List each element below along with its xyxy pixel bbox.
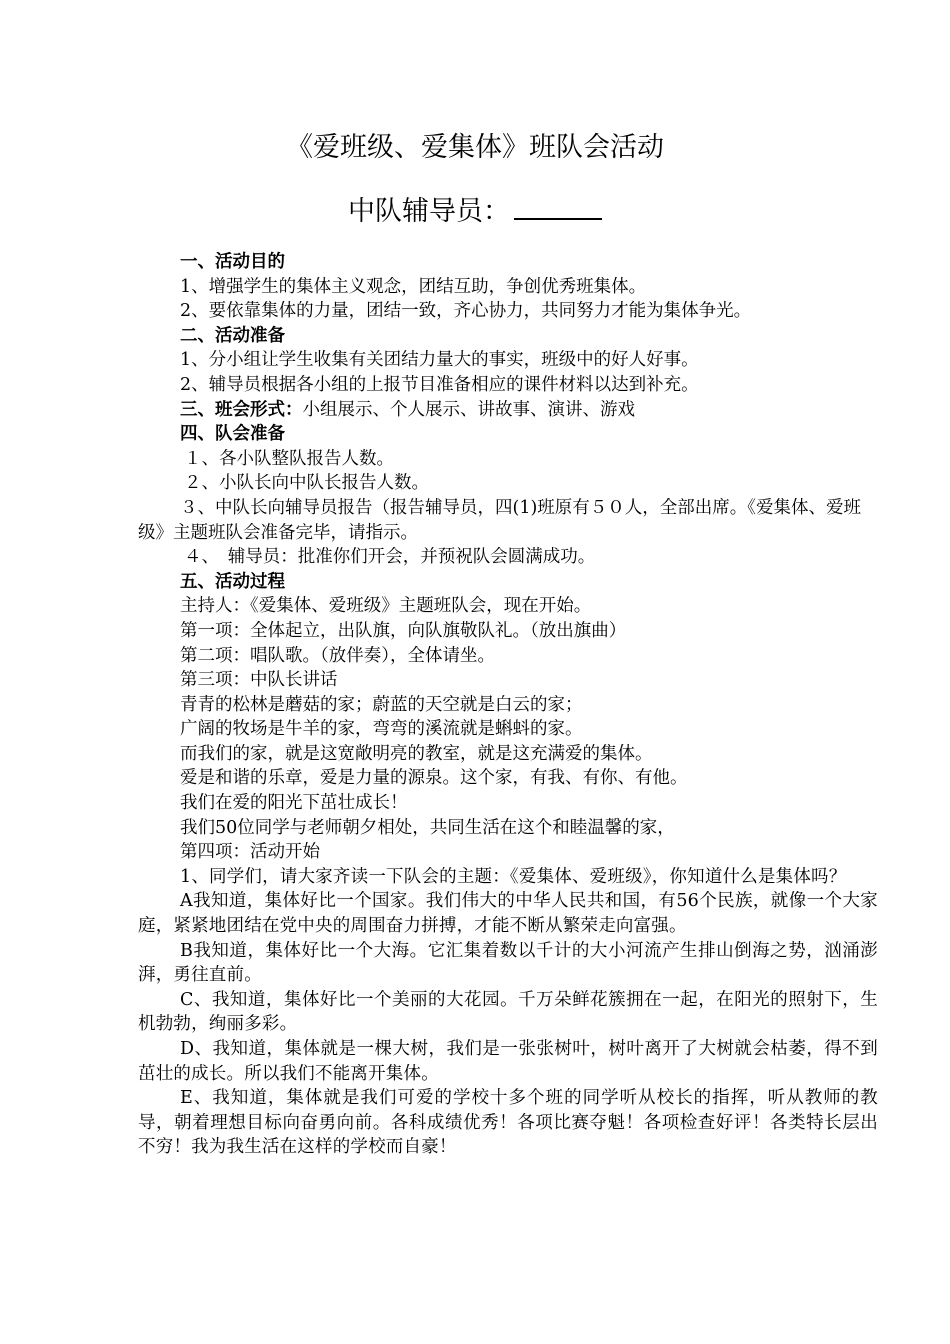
process-paragraph-b: B我知道，集体好比一个大海。它汇集着数以千计的大小河流产生排山倒海之势，汹涌澎湃，勇往直前。: [138, 940, 878, 986]
section-heading-goal: 一、活动目的: [180, 252, 285, 272]
process-paragraph-e: E、我知道，集体就是我们可爱的学校十多个班的同学听从校长的指挥，听从教师的教导，朝着理想目标向奋勇向前。各科成绩优秀！各项比赛夺魁！各项检查好评！各类特长层出不穷！我为我生活在这样的学校而自豪！: [138, 1088, 878, 1158]
team-prep-item-2: ２、小队长向中队长报告人数。: [184, 473, 429, 494]
counselor-blank: [514, 190, 602, 220]
process-line-1: 主持人：《爱集体、爱班级》主题班队会，现在开始。: [180, 596, 592, 617]
document-title: 《爱班级、爱集体》班队会活动: [286, 132, 664, 163]
counselor-label: 中队辅导员：: [348, 196, 510, 227]
process-line-5: 青青的松林是蘑菇的家；蔚蓝的天空就是白云的家；: [180, 694, 583, 715]
process-line-3: 第二项：唱队歌。（放伴奏），全体请坐。: [180, 645, 495, 666]
process-line-7: 而我们的家，就是这宽敞明亮的教室，就是这充满爱的集体。: [180, 743, 653, 764]
team-prep-item-1: １、各小队整队报告人数。: [184, 448, 394, 469]
prep-item-2: 2、辅导员根据各小组的上报节目准备相应的课件材料以达到补充。: [180, 374, 699, 395]
process-paragraph-d: D、我知道，集体就是一棵大树，我们是一张张树叶，树叶离开了大树就会枯萎，得不到茁壮的成长。所以我们不能离开集体。: [138, 1039, 878, 1084]
goal-item-2: 2、要依靠集体的力量，团结一致，齐心协力，共同努力才能为集体争光。: [180, 301, 752, 322]
goal-item-1: 1、增强学生的集体主义观念，团结互助，争创优秀班集体。: [180, 276, 647, 297]
process-line-2: 第一项：全体起立，出队旗，向队旗敬队礼。（放出旗曲）: [180, 620, 627, 641]
counselor-line: [0, 190, 950, 234]
process-line-11: 第四项：活动开始: [180, 842, 320, 863]
prep-item-1: 1、分小组让学生收集有关团结力量大的事实，班级中的好人好事。: [180, 350, 699, 371]
process-line-9: 我们在爱的阳光下茁壮成长！: [180, 793, 408, 814]
section-heading-prep: 二、活动准备: [180, 325, 285, 346]
document-body: [138, 250, 878, 1160]
form-line: [138, 398, 878, 423]
process-paragraph-c: C、我知道，集体好比一个美丽的大花园。千万朵鲜花簇拥在一起，在阳光的照射下，生机勃勃，绚丽多彩。: [138, 989, 878, 1035]
section-heading-team-prep: 四、队会准备: [180, 424, 285, 445]
section-heading-process: 五、活动过程: [180, 571, 285, 592]
process-line-8: 爱是和谐的乐章，爱是力量的源泉。这个家，有我、有你、有他。: [180, 768, 688, 789]
team-prep-item-4: ４、 辅导员：批准你们开会，并预祝队会圆满成功。: [184, 547, 596, 568]
process-line-6: 广阔的牧场是牛羊的家，弯弯的溪流就是蝌蚪的家。: [180, 719, 583, 740]
process-paragraph-1: 1、同学们，请大家齐读一下队会的主题：《爱集体、爱班级》，你知道什么是集体吗？: [180, 866, 847, 887]
process-line-4: 第三项：中队长讲话: [180, 670, 338, 691]
process-paragraph-a: A我知道，集体好比一个国家。我们伟大的中华人民共和国，有56个民族，就像一个大家庭，紧紧地团结在党中央的周围奋力拼搏，才能不断从繁荣走向富强。: [138, 891, 878, 937]
process-line-10: 我们50位同学与老师朝夕相处，共同生活在这个和睦温馨的家，: [180, 817, 675, 838]
team-prep-item-3: ３、中队长向辅导员报告（报告辅导员，四(1)班原有５０人，全部出席。《爱集体、爱班级》主题班队会准备完毕，请指示。: [138, 497, 862, 543]
section-heading-form: 三、班会形式：: [180, 399, 303, 420]
form-text: 小组展示、个人展示、讲故事、演讲、游戏: [302, 399, 635, 420]
